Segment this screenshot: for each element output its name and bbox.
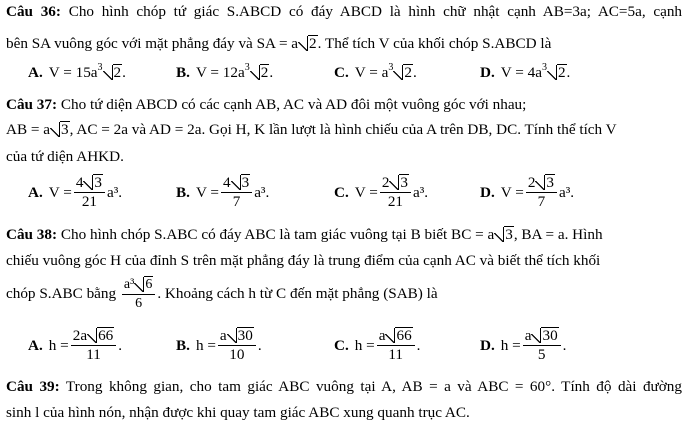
sqrt-value: 66 [98, 327, 114, 344]
option-text: . [257, 336, 262, 354]
q36-text-1: Cho hình chóp tứ giác S.ABCD có đáy ABCD là hình chữ nhật cạnh AB=3a; AC=5a, cạnh [68, 3, 683, 20]
option-b[interactable] [176, 174, 269, 211]
sqrt-value: 3 [241, 174, 250, 191]
fraction [218, 327, 256, 364]
sqrt-symbol [298, 35, 318, 53]
numerator-coef: 4 [75, 174, 84, 191]
numerator-coef: 2 [527, 174, 536, 191]
sqrt-value: 2 [113, 64, 122, 81]
fraction-denominator: 21 [387, 193, 404, 210]
option-text: V = 12a [195, 64, 245, 81]
q36-sqrt-value: 2 [309, 35, 317, 52]
fraction [74, 174, 105, 211]
sqrt-symbol [83, 174, 103, 192]
sqrt-symbol [535, 174, 555, 192]
sqrt-symbol [103, 64, 123, 82]
numerator-coef: a [219, 327, 227, 344]
q39-number: Câu 39: [6, 378, 60, 395]
sqrt-value: 30 [542, 327, 558, 344]
fraction-numerator [523, 327, 561, 346]
fraction-numerator [377, 327, 415, 346]
fraction [380, 174, 411, 211]
fraction-numerator [74, 174, 105, 193]
numerator-coef: a [378, 327, 386, 344]
q38-text-1a: Cho hình chóp S.ABC có đáy ABC là tam giác vuông tại B biết BC = a [60, 226, 495, 243]
option-text: h = [48, 336, 69, 354]
option-a[interactable] [28, 64, 126, 82]
sqrt-value: 2 [557, 64, 566, 81]
option-text: V = [354, 183, 378, 201]
option-a[interactable] [28, 327, 122, 364]
option-label: D. [480, 336, 495, 354]
q36-line1 [6, 3, 682, 21]
q36-line2 [6, 35, 551, 53]
fraction-denominator: 10 [229, 346, 245, 363]
option-text: . [416, 336, 421, 354]
option-b[interactable] [176, 327, 262, 364]
sqrt-symbol [50, 121, 70, 139]
q38-volume-fraction [122, 276, 155, 313]
option-label: A. [28, 64, 43, 81]
fraction-numerator [71, 327, 117, 346]
option-text: a³. [559, 183, 575, 201]
option-text: V = a [354, 64, 389, 81]
option-label: A. [28, 183, 43, 201]
sqrt-symbol [134, 276, 153, 294]
sqrt-value: 3 [400, 174, 409, 191]
q36-text-2b: . Thể tích V của khối chóp S.ABCD là [317, 35, 552, 52]
sqrt-value: 30 [237, 327, 253, 344]
q37-text-3: của tứ diện AHKD. [6, 148, 124, 165]
q37-line1 [6, 96, 526, 114]
exponent: 3 [244, 62, 250, 73]
q39-text-2: sinh l của hình nón, nhận được khi quay tam giác ABC xung quanh trục AC. [6, 404, 470, 421]
sqrt-symbol [494, 226, 514, 244]
q37-text-1: Cho tứ diện ABCD có các cạnh AB, AC và AD đôi một vuông góc với nhau; [60, 96, 527, 113]
numerator-coef: 4 [223, 174, 231, 191]
sqrt-symbol [227, 327, 254, 345]
option-d[interactable] [480, 64, 570, 82]
q37-line3 [6, 148, 124, 166]
option-text: h = [354, 336, 375, 354]
option-label: A. [28, 336, 43, 354]
q38-text-3b: . Khoảng cách h từ C đến mặt phẳng (SAB) là [157, 284, 438, 302]
q38-line1 [6, 226, 603, 244]
q39-line1 [6, 378, 682, 396]
option-text: h = [195, 336, 216, 354]
fraction-numerator [221, 174, 252, 193]
option-a[interactable] [28, 174, 122, 211]
fraction-denominator: 5 [537, 346, 546, 363]
sqrt-value: 66 [396, 327, 412, 344]
option-d[interactable] [480, 327, 566, 364]
sqrt-symbol [385, 327, 412, 345]
sqrt-symbol [389, 174, 409, 192]
fraction-denominator: 21 [81, 193, 98, 210]
fraction [526, 174, 557, 211]
fraction [71, 327, 117, 364]
option-text: a³. [107, 183, 123, 201]
option-text: . [412, 64, 417, 81]
fraction [221, 174, 252, 211]
option-label: B. [176, 183, 190, 201]
option-text: . [122, 64, 126, 81]
option-text: V = [48, 183, 72, 201]
option-label: B. [176, 64, 190, 81]
option-text: V = [195, 183, 219, 201]
q39-line2 [6, 404, 470, 422]
q37-number: Câu 37: [6, 96, 58, 113]
option-text: . [562, 336, 567, 354]
fraction [523, 327, 561, 364]
fraction-denominator: 11 [388, 346, 404, 363]
option-text: V = [500, 183, 524, 201]
q38-text-3a: chóp S.ABC bằng [6, 284, 117, 302]
option-text: V = 15a [48, 64, 98, 81]
q38-line2 [6, 252, 600, 270]
option-text: h = [500, 336, 521, 354]
sqrt-value: 2 [260, 64, 269, 81]
q38-frac-rad: 6 [145, 277, 153, 292]
exponent: 3 [541, 62, 547, 73]
option-label: D. [480, 64, 495, 81]
q37-sqrt-value: 3 [61, 121, 69, 138]
fraction-denominator: 6 [135, 296, 143, 311]
q37-text-2b: , AC = 2a và AD = 2a. Gọi H, K lần lượt là hình chiếu của A trên DB, DC. Tính thể tích V [69, 121, 617, 138]
sqrt-value: 3 [94, 174, 103, 191]
numerator-coef: 2 [381, 174, 390, 191]
sqrt-value: 3 [546, 174, 555, 191]
fraction [377, 327, 415, 364]
fraction-numerator [380, 174, 411, 193]
exponent: 3 [388, 62, 394, 73]
option-label: C. [334, 183, 349, 201]
option-label: C. [334, 336, 349, 354]
numerator-coef: a [524, 327, 532, 344]
option-label: C. [334, 64, 349, 81]
fraction-numerator [122, 276, 155, 295]
q37-line2 [6, 121, 617, 139]
option-b[interactable] [176, 64, 273, 82]
sqrt-symbol [87, 327, 114, 345]
q38-text-2: chiếu vuông góc H của đỉnh S trên mặt phẳng đáy là trung điểm của cạnh AC và biết thể tích khối [6, 252, 601, 269]
option-text: V = 4a [500, 64, 542, 81]
sqrt-symbol [547, 64, 567, 82]
sqrt-value: 2 [404, 64, 412, 81]
sqrt-symbol [531, 327, 558, 345]
fraction-denominator: 7 [537, 193, 546, 210]
option-c[interactable] [334, 327, 420, 364]
option-text: a³. [254, 183, 270, 201]
q38-number: Câu 38: [6, 226, 58, 243]
q36-text-2a: bên SA vuông góc với mặt phẳng đáy và SA = a [6, 35, 299, 52]
option-label: B. [176, 336, 190, 354]
q38-sqrt-value: 3 [505, 226, 513, 243]
numerator-coef: 2a [72, 327, 88, 344]
q37-text-2a: AB = a [6, 121, 50, 138]
option-text: . [118, 336, 123, 354]
fraction-denominator: 7 [232, 193, 241, 210]
option-c[interactable] [334, 174, 428, 211]
option-text: a³. [413, 183, 429, 201]
option-text: . [566, 64, 571, 81]
q36-number: Câu 36: [6, 3, 61, 20]
q38-line3 [6, 276, 438, 313]
exponent: 3 [97, 62, 103, 73]
fraction-numerator [218, 327, 256, 346]
q38-text-1b: , BA = a. Hình [513, 226, 603, 243]
option-d[interactable] [480, 174, 574, 211]
option-label: D. [480, 183, 495, 201]
fraction-denominator: 11 [86, 346, 101, 363]
sqrt-symbol [393, 64, 413, 82]
fraction-numerator [526, 174, 557, 193]
sqrt-symbol [231, 174, 251, 192]
q39-text-1: Trong không gian, cho tam giác ABC vuông tại A, AB = a và ABC = 60°. Tính độ dài đường [65, 378, 682, 395]
q38-frac-num: a³ [123, 277, 135, 292]
sqrt-symbol [250, 64, 270, 82]
option-text: . [269, 64, 274, 81]
option-c[interactable] [334, 64, 417, 82]
